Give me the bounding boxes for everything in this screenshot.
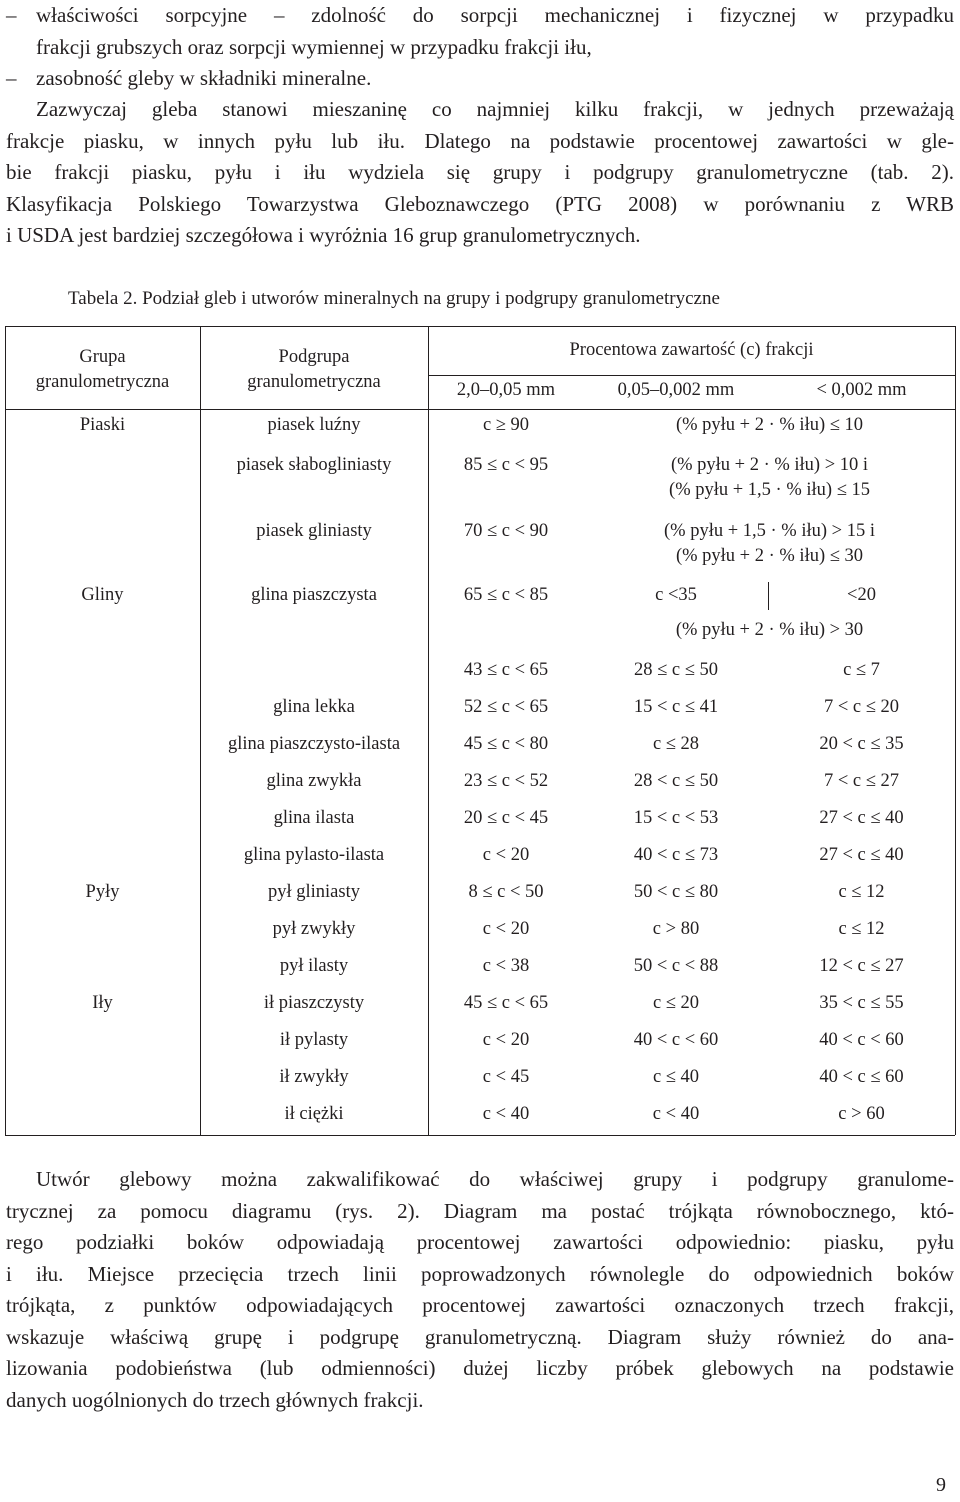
- table-cell: 40 < c < 60: [819, 1030, 904, 1050]
- table-cell: (% pyłu + 1,5 · % iłu) ≤ 15: [669, 480, 870, 500]
- table-cell: 15 < c ≤ 41: [633, 697, 719, 717]
- table-cell: 28 < c ≤ 50: [633, 771, 719, 791]
- table-cell: (% pyłu + 2 · % iłu) > 30: [675, 620, 864, 640]
- paragraph-line: Klasyfikacja Polskiego Towarzystwa Gleboznawczego (PTG 2008) w porównaniu z WRB: [6, 191, 954, 216]
- table-cell: 20 < c ≤ 35: [819, 734, 904, 754]
- table-cell: c ≥ 90: [482, 415, 530, 435]
- list-item-line: frakcji grubszych oraz sorpcji wymiennej w przypadku frakcji iłu,: [36, 34, 592, 59]
- group-label: Gliny: [81, 585, 124, 605]
- table-cell: 52 ≤ c < 65: [463, 697, 549, 717]
- table-cell: 20 ≤ c < 45: [463, 808, 549, 828]
- paragraph-line: danych uogólnionych do trzech głównych frakcji.: [6, 1387, 424, 1412]
- table-row: glina ilasta: [273, 808, 355, 828]
- table-cell: c ≤ 28: [652, 734, 700, 754]
- table-cell: c ≤ 12: [838, 882, 885, 902]
- column-header-group: Grupa granulometryczna: [35, 347, 170, 392]
- paragraph-line: lizowania podobieństwa (lub odmienności) dużej liczby próbek glebowych na podstawie: [6, 1356, 954, 1380]
- column-header-sand: 2,0–0,05 mm: [456, 380, 556, 400]
- table-cell: (% pyłu + 2 · % iłu) ≤ 10: [675, 415, 864, 435]
- table-cell: 8 ≤ c < 50: [468, 882, 544, 902]
- table-cell: <20: [847, 585, 876, 605]
- table-cell: 28 ≤ c ≤ 50: [633, 660, 719, 680]
- table-cell: 40 < c < 60: [633, 1030, 719, 1050]
- table-cell: 43 ≤ c < 65: [463, 660, 549, 680]
- group-label: Piaski: [79, 415, 126, 435]
- column-header-silt: 0,05–0,002 mm: [617, 380, 735, 400]
- table-row: glina zwykła: [266, 771, 362, 791]
- paragraph-line: bie frakcji piasku, pyłu i iłu wydziela się grupy i podgrupy granulometryczne (tab. 2).: [6, 160, 954, 184]
- paragraph-line: i USDA jest bardziej szczegółowa i wyróżnia 16 grup granulometrycznych.: [6, 223, 641, 247]
- table-cell: c <35: [655, 585, 697, 605]
- column-header-fraction: Procentowa zawartość (c) frakcji: [569, 340, 814, 360]
- paragraph-line: trójkąta, z punktów odpowiadających procentowej zawartości oznaczonych trzech frakcji,: [6, 1293, 954, 1317]
- table-cell: c ≤ 20: [652, 993, 700, 1013]
- paragraph-line: rego podziałki boków odpowiadają procentowej zawartości odpowiednio: piasku, pyłu: [6, 1230, 954, 1254]
- list-item-line: właściwości sorpcyjne – zdolność do sorpcji mechanicznej i fizycznej w przypadku: [36, 3, 954, 27]
- table-row: ił piaszczysty: [263, 993, 365, 1013]
- column-header-clay: < 0,002 mm: [816, 380, 907, 400]
- table-row: glina pylasto-ilasta: [243, 845, 385, 865]
- table-cell: 50 < c < 88: [633, 956, 719, 976]
- table-caption: Tabela 2. Podział gleb i utworów mineralnych na grupy i podgrupy granulometryczne: [68, 288, 720, 309]
- table-cell: c > 80: [652, 919, 700, 939]
- list-dash: –: [6, 66, 17, 90]
- table-cell: (% pyłu + 2 · % iłu) > 10 i: [670, 455, 869, 475]
- table-row: piasek gliniasty: [256, 521, 372, 541]
- page-number: 9: [936, 1474, 946, 1496]
- table-cell: 35 < c ≤ 55: [819, 993, 904, 1013]
- table-cell: c ≤ 7: [843, 660, 880, 680]
- table-row: ił pylasty: [279, 1030, 349, 1050]
- table-cell: c > 60: [838, 1104, 885, 1124]
- list-item-line: zasobność gleby w składniki mineralne.: [36, 66, 372, 90]
- table-row: pył ilasty: [279, 956, 349, 976]
- table-cell: 40 < c ≤ 73: [633, 845, 719, 865]
- paragraph-line: i iłu. Miejsce przecięcia trzech linii poprowadzonych równolegle do odpowiednich boków: [6, 1261, 954, 1286]
- table-cell: c < 40: [652, 1104, 700, 1124]
- table-cell: c ≤ 12: [838, 919, 885, 939]
- table-row: ił zwykły: [279, 1067, 349, 1087]
- table-cell: 70 ≤ c < 90: [463, 521, 549, 541]
- table-cell: c < 45: [482, 1067, 530, 1087]
- table-row: glina lekka: [273, 697, 355, 717]
- table-row: glina piaszczysta: [251, 585, 377, 605]
- table-cell: c < 20: [482, 1030, 530, 1050]
- table-row: piasek słabogliniasty: [236, 455, 392, 475]
- table-row: ił ciężki: [284, 1104, 344, 1124]
- paragraph-line: Utwór glebowy można zakwalifikować do właściwej grupy i podgrupy granulome-: [36, 1167, 954, 1191]
- table-row: pył zwykły: [272, 919, 356, 939]
- table-cell: 45 ≤ c < 80: [463, 734, 549, 754]
- table-cell: c < 38: [482, 956, 530, 976]
- table-row: glina piaszczysto-ilasta: [227, 734, 401, 754]
- table-cell: 15 < c < 53: [633, 808, 719, 828]
- table-cell: (% pyłu + 2 · % iłu) ≤ 30: [675, 546, 864, 566]
- list-dash: –: [6, 3, 17, 27]
- table-cell: 7 < c ≤ 27: [823, 771, 900, 791]
- table-cell: 40 < c ≤ 60: [819, 1067, 904, 1087]
- table-cell: c ≤ 40: [652, 1067, 700, 1087]
- group-label: Pyły: [85, 882, 120, 902]
- table-cell: 65 ≤ c < 85: [463, 585, 549, 605]
- table-row: pył gliniasty: [268, 882, 360, 902]
- table-cell: 23 ≤ c < 52: [463, 771, 549, 791]
- table-cell: 7 < c ≤ 20: [823, 697, 900, 717]
- table-cell: 50 < c ≤ 80: [633, 882, 719, 902]
- table-cell: c < 20: [482, 919, 530, 939]
- table-cell: 27 < c ≤ 40: [819, 808, 904, 828]
- column-header-subgroup: Podgrupa granulometryczna: [247, 347, 381, 392]
- paragraph-line: frakcje piasku, w innych pyłu lub iłu. Dlatego na podstawie procentowej zawartości w gle-: [6, 128, 954, 153]
- table-cell: 85 ≤ c < 95: [463, 455, 549, 475]
- table-cell: (% pyłu + 1,5 · % iłu) > 15 i: [664, 521, 875, 541]
- table-cell: c < 40: [482, 1104, 530, 1124]
- paragraph-line: wskazuje właściwą grupę i podgrupę granulometryczną. Diagram służy również do ana-: [6, 1324, 954, 1349]
- table-cell: 27 < c ≤ 40: [819, 845, 904, 865]
- paragraph-line: trycznej za pomocu diagramu (rys. 2). Diagram ma postać trójkąta równobocznego, któ-: [6, 1198, 954, 1223]
- table-cell: 45 ≤ c < 65: [463, 993, 549, 1013]
- group-label: Iły: [92, 993, 113, 1013]
- table-cell: 12 < c ≤ 27: [819, 956, 904, 976]
- table-cell: c < 20: [482, 845, 530, 865]
- paragraph: [6, 1164, 954, 1416]
- table-row: piasek luźny: [267, 415, 361, 435]
- paragraph-line: Zazwyczaj gleba stanowi mieszaninę co najmniej kilku frakcji, w jednych przeważają: [36, 97, 954, 121]
